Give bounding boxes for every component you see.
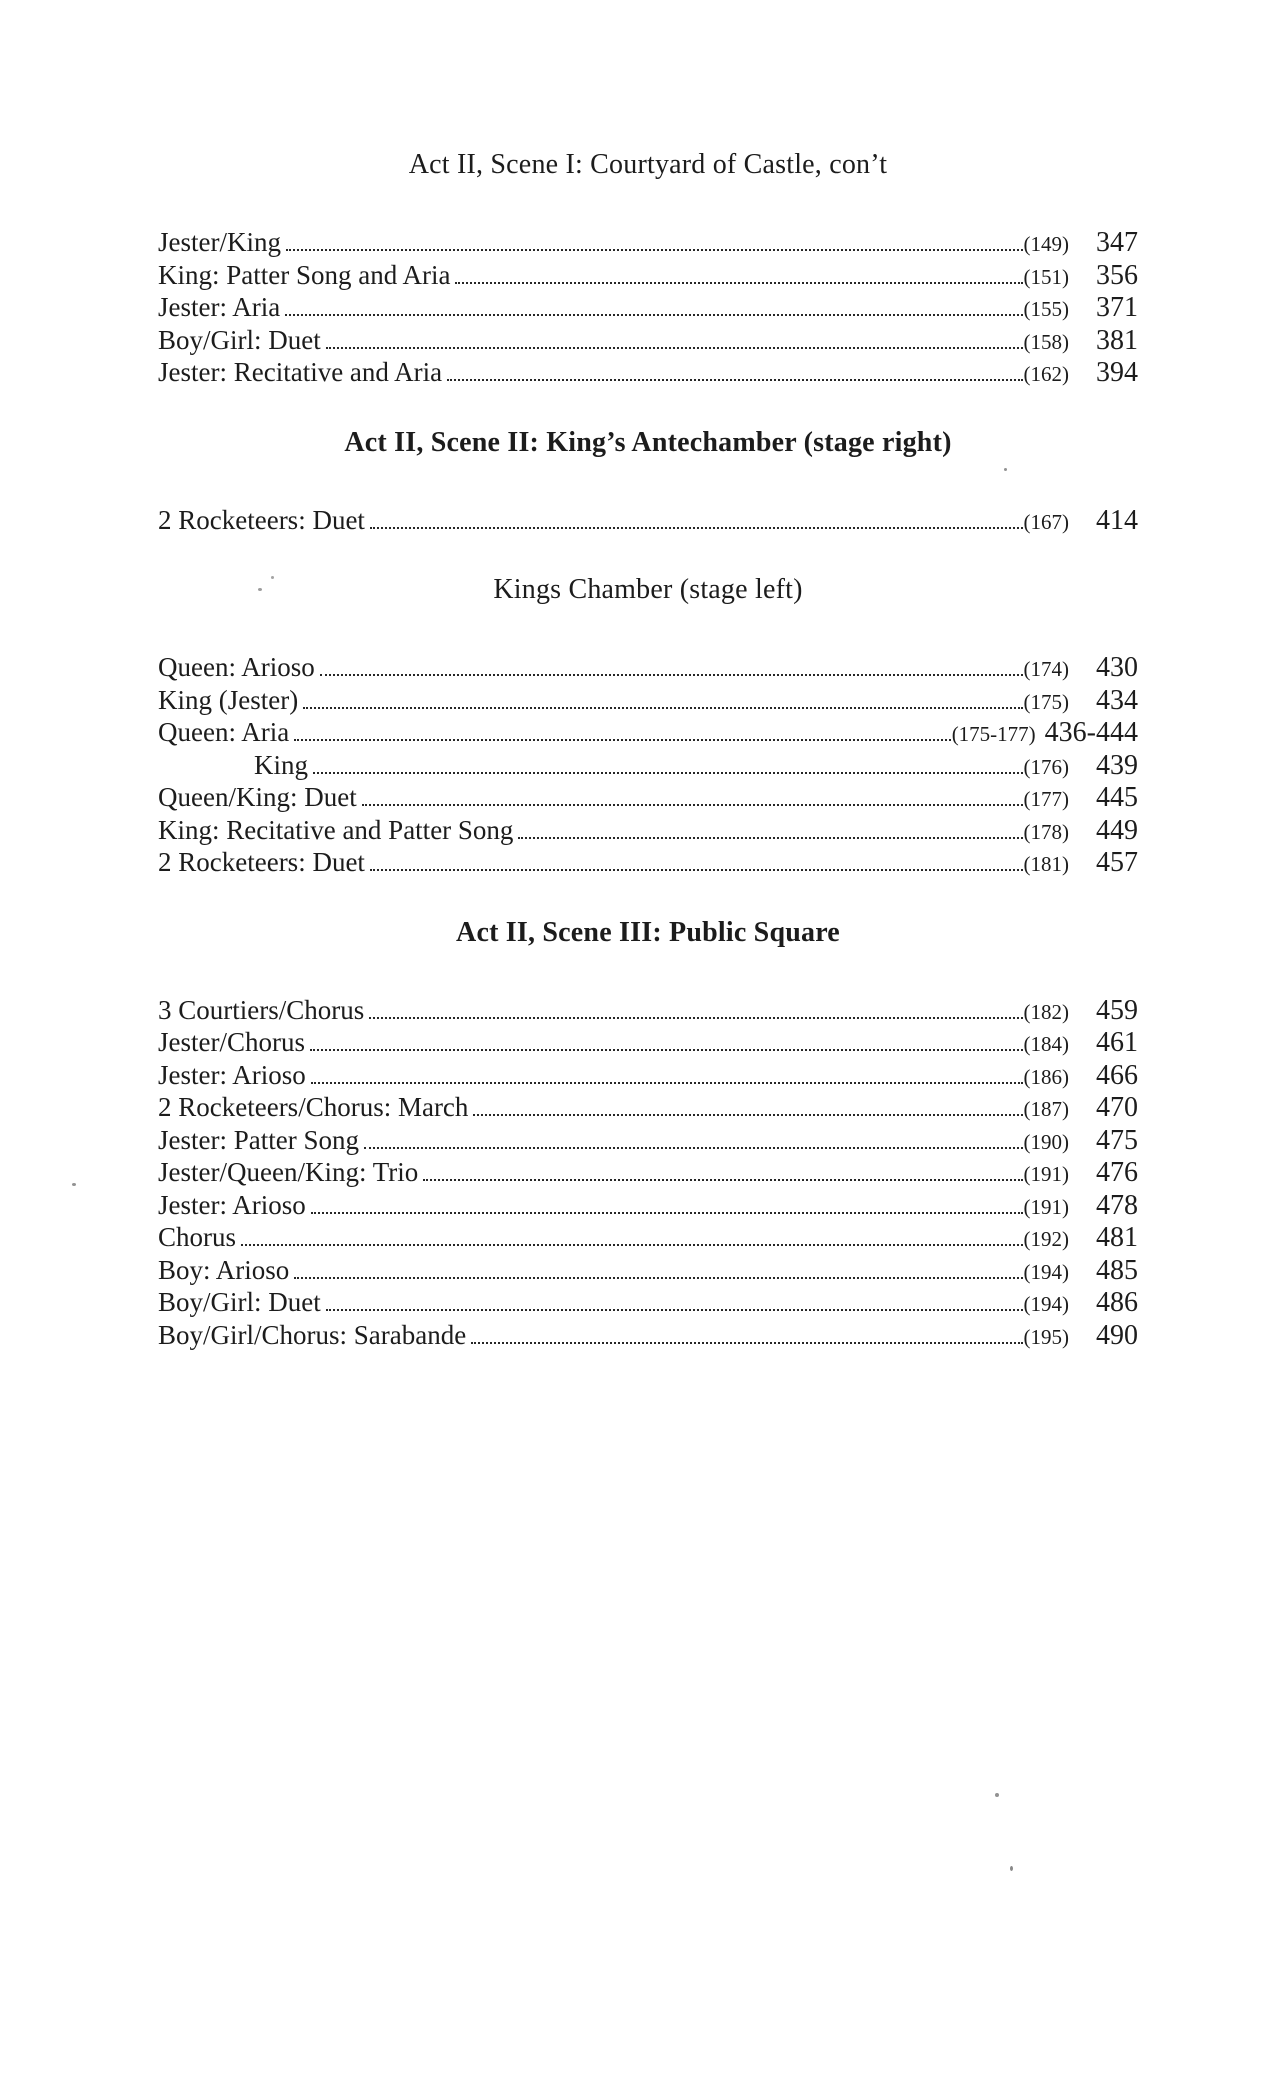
entry-page: 459 [1096, 994, 1138, 1026]
entry-page: 430 [1096, 652, 1138, 683]
toc-entry [158, 684, 1138, 717]
toc-entry [158, 226, 1138, 259]
entry-page: 481 [1096, 1222, 1138, 1253]
entry-title: Boy/Girl: Duet [158, 1287, 321, 1317]
toc-entry [158, 259, 1138, 292]
entry-title: Jester/Chorus [158, 1027, 305, 1057]
entry-page: 434 [1096, 684, 1138, 716]
entry-ref: (158) [1023, 329, 1069, 354]
toc-entry [158, 994, 1138, 1027]
entry-page: 371 [1096, 292, 1138, 323]
scan-speck [995, 1793, 999, 1797]
toc-entry [158, 651, 1138, 684]
entry-page: 394 [1096, 357, 1138, 388]
dot-leader [455, 281, 1022, 284]
entry-ref: (186) [1023, 1064, 1069, 1089]
entry-title: Jester/King [158, 227, 281, 257]
entry-ref: (178) [1023, 819, 1069, 844]
toc-entry [158, 781, 1138, 814]
entry-page: 347 [1096, 227, 1138, 258]
entry-title: Queen: Arioso [158, 652, 315, 682]
entry-ref: (174) [1023, 657, 1069, 681]
entry-title: King: Recitative and Patter Song [158, 814, 514, 845]
toc-entry [158, 716, 1138, 749]
entry-title: Jester: Recitative and Aria [158, 357, 443, 387]
entry-page: 470 [1096, 1092, 1138, 1123]
section-heading: Act II, Scene III: Public Square [456, 916, 840, 948]
entry-ref: (184) [1023, 1032, 1069, 1056]
entry-ref: (195) [1023, 1324, 1069, 1349]
entry-title: Queen: Aria [158, 717, 290, 747]
toc-section [158, 426, 1138, 537]
entry-title: King (Jester) [158, 684, 299, 715]
entry-ref: (194) [1023, 1259, 1069, 1284]
toc-entry [158, 504, 1138, 537]
entry-ref: (175) [1023, 689, 1069, 714]
dot-leader [294, 738, 950, 741]
entry-page: 356 [1096, 259, 1138, 291]
entry-ref: (177) [1023, 787, 1069, 811]
dot-leader [518, 836, 1022, 839]
entry-title: King [254, 749, 308, 780]
entry-ref: (182) [1023, 999, 1069, 1024]
dot-leader [423, 1178, 1022, 1181]
toc-entry [158, 1286, 1138, 1319]
dot-leader [369, 1016, 1022, 1019]
scan-speck [1004, 468, 1007, 471]
dot-leader [241, 1243, 1022, 1246]
toc-entry [158, 356, 1138, 389]
dot-leader [303, 706, 1022, 709]
entry-title: Jester: Patter Song [158, 1124, 359, 1155]
entry-title: Boy: Arioso [158, 1254, 290, 1285]
entry-page: 485 [1096, 1254, 1138, 1286]
entry-ref: (192) [1023, 1227, 1069, 1251]
entry-page: 486 [1096, 1287, 1138, 1318]
entry-title: Jester: Arioso [158, 1189, 306, 1220]
entry-title: King: Patter Song and Aria [158, 259, 451, 290]
toc-entry [158, 1124, 1138, 1157]
dot-leader [370, 868, 1023, 871]
entry-ref: (176) [1023, 754, 1069, 779]
entry-title: Jester/Queen/King: Trio [158, 1157, 419, 1187]
toc-entry [158, 1156, 1138, 1189]
toc-entry [158, 1189, 1138, 1222]
toc-entry [158, 749, 1138, 782]
entry-title: 3 Courtiers/Chorus [158, 994, 365, 1025]
entry-ref: (149) [1023, 232, 1069, 256]
entry-ref: (151) [1023, 264, 1069, 289]
toc-entry [158, 1026, 1138, 1059]
section-heading: Act II, Scene I: Courtyard of Castle, con’t [408, 149, 888, 180]
toc-content [158, 148, 1138, 1351]
entry-page: 445 [1096, 782, 1138, 813]
dot-leader [320, 673, 1023, 676]
dot-leader [294, 1276, 1022, 1279]
entry-page: 475 [1096, 1124, 1138, 1156]
dot-leader [311, 1211, 1023, 1214]
entry-ref: (155) [1023, 297, 1069, 321]
entry-page: 490 [1096, 1319, 1138, 1351]
dot-leader [310, 1048, 1023, 1051]
entry-page: 461 [1096, 1027, 1138, 1058]
entry-title: Chorus [158, 1222, 237, 1252]
toc-entry [158, 291, 1138, 324]
dot-leader [447, 378, 1022, 381]
entry-title: Jester: Aria [158, 292, 281, 322]
entry-title: Queen/King: Duet [158, 782, 357, 812]
entry-ref: (175-177) [951, 722, 1036, 746]
entry-ref: (162) [1023, 362, 1069, 386]
toc-section [158, 573, 1138, 879]
entry-title: 2 Rocketeers: Duet [158, 847, 365, 877]
entry-ref: (181) [1023, 852, 1069, 876]
section-heading: Act II, Scene II: King’s Antechamber (stage right) [344, 426, 952, 458]
toc-entry [158, 1254, 1138, 1287]
dot-leader [286, 248, 1023, 251]
entry-title: Boy/Girl/Chorus: Sarabande [158, 1319, 467, 1350]
entry-ref: (187) [1023, 1097, 1069, 1121]
toc-entry [158, 324, 1138, 357]
dot-leader [364, 1146, 1023, 1149]
entry-page: 457 [1096, 847, 1138, 878]
entry-title: Jester: Arioso [158, 1059, 306, 1090]
scan-speck [72, 1183, 76, 1186]
entry-page: 476 [1096, 1157, 1138, 1188]
toc-section [158, 916, 1138, 1352]
dot-leader [370, 526, 1023, 529]
entry-page: 439 [1096, 749, 1138, 781]
dot-leader [471, 1341, 1022, 1344]
toc-entry [158, 846, 1138, 879]
toc-section [158, 148, 1138, 389]
entry-title: 2 Rocketeers: Duet [158, 504, 365, 535]
toc-entry [158, 1319, 1138, 1352]
dot-leader [473, 1113, 1022, 1116]
dot-leader [362, 803, 1023, 806]
section-heading: Kings Chamber (stage left) [493, 574, 803, 605]
entry-ref: (194) [1023, 1292, 1069, 1316]
entry-ref: (191) [1023, 1162, 1069, 1186]
toc-entry [158, 1221, 1138, 1254]
dot-leader [326, 1308, 1023, 1311]
scan-speck [1010, 1866, 1013, 1871]
entry-ref: (191) [1023, 1194, 1069, 1219]
scan-speck [258, 588, 262, 591]
entry-page: 466 [1096, 1059, 1138, 1091]
toc-entry [158, 1059, 1138, 1092]
scan-speck [271, 576, 274, 579]
entry-title: Boy/Girl: Duet [158, 324, 321, 355]
entry-page: 436-444 [1044, 717, 1138, 748]
entry-page: 449 [1096, 814, 1138, 846]
entry-ref: (167) [1023, 509, 1069, 534]
dot-leader [311, 1081, 1023, 1084]
dot-leader [313, 771, 1023, 774]
dot-leader [326, 346, 1023, 349]
entry-page: 478 [1096, 1189, 1138, 1221]
entry-ref: (190) [1023, 1129, 1069, 1154]
toc-entry [158, 814, 1138, 847]
dot-leader [285, 313, 1022, 316]
toc-entry [158, 1091, 1138, 1124]
entry-page: 414 [1096, 504, 1138, 536]
entry-title: 2 Rocketeers/Chorus: March [158, 1092, 469, 1122]
entry-page: 381 [1096, 324, 1138, 356]
